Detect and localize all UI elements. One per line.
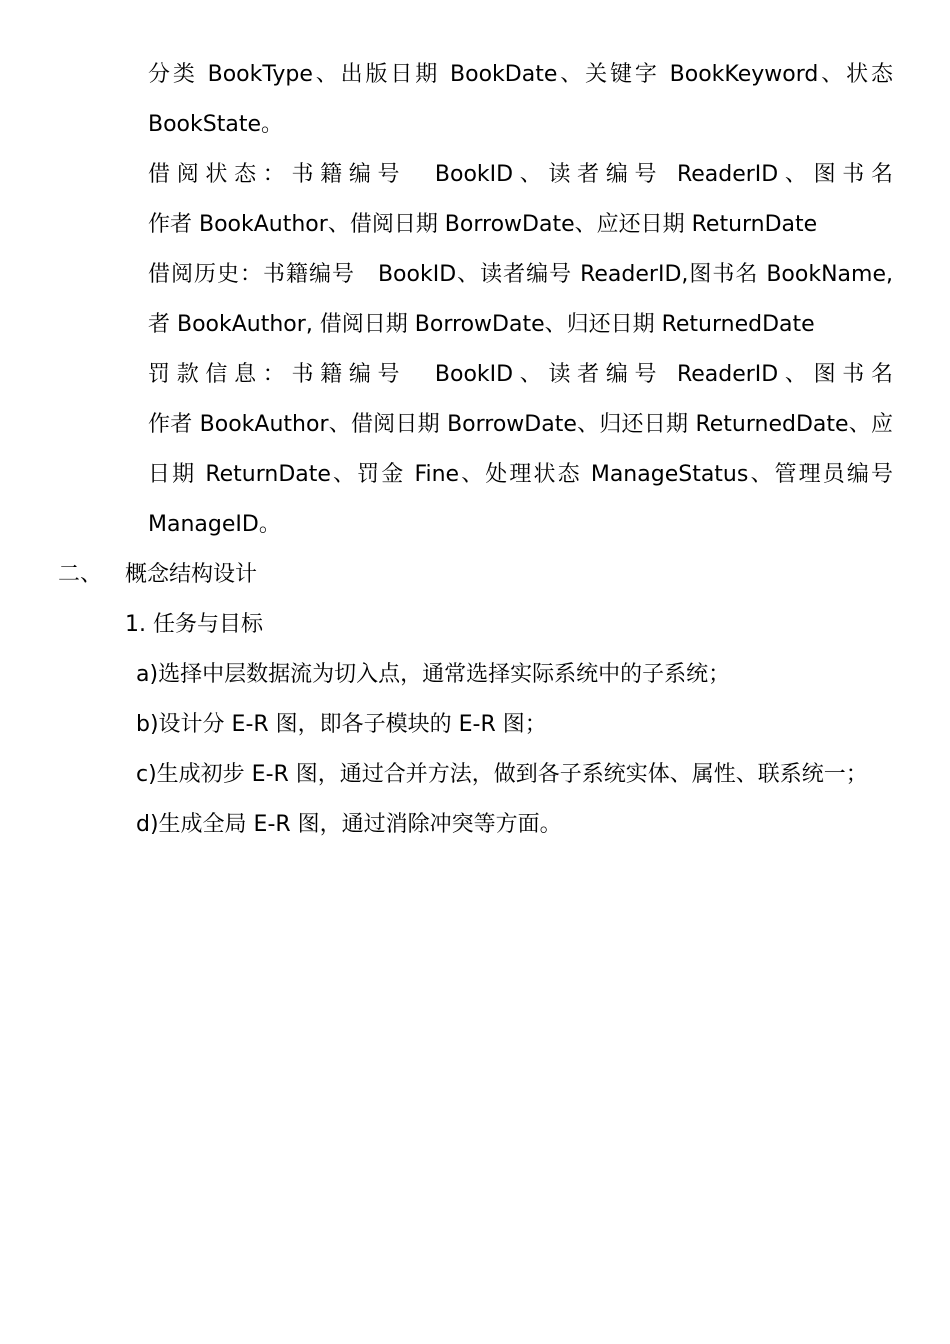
subsection-title: 1. 任务与目标	[125, 612, 263, 637]
list-item: b)设计分 E-R 图，即各子模块的 E-R 图；	[136, 712, 547, 737]
list-item: c)生成初步 E-R 图，通过合并方法，做到各子系统实体、属性、联系统一；	[136, 762, 868, 787]
fine-info-line-4: ManageID。	[148, 512, 281, 537]
borrow-history-line-2: 者 BookAuthor, 借阅日期 BorrowDate、归还日期 ReturnedDate	[148, 312, 815, 337]
section-number: 二、	[58, 562, 103, 587]
borrow-status-line-2: 作者 BookAuthor、借阅日期 BorrowDate、应还日期 ReturnDate	[148, 212, 818, 237]
borrow-history-line-1: 借阅历史：书籍编号 BookID、读者编号 ReaderID,图书名 BookName,	[148, 262, 893, 287]
section-heading	[0, 550, 950, 600]
list-item: d)生成全局 E-R 图，通过消除冲突等方面。	[136, 812, 562, 837]
book-fields-line-2: BookState。	[148, 112, 283, 137]
fine-info-line-2: 作者 BookAuthor、借阅日期 BorrowDate、归还日期 ReturnedDate、应	[148, 412, 893, 437]
list-item: a)选择中层数据流为切入点，通常选择实际系统中的子系统；	[136, 662, 731, 687]
borrow-status-line-1: 借阅状态：书籍编号 BookID、读者编号 ReaderID、图书名	[148, 162, 893, 187]
section-title: 概念结构设计	[125, 562, 258, 587]
fine-info-line-1: 罚款信息：书籍编号 BookID、读者编号 ReaderID、图书名	[148, 362, 893, 387]
fine-info-line-3: 日期 ReturnDate、罚金 Fine、处理状态 ManageStatus、管理员编号	[148, 462, 893, 487]
book-fields-line-1: 分类 BookType、出版日期 BookDate、关键字 BookKeyword、状态	[148, 62, 893, 87]
